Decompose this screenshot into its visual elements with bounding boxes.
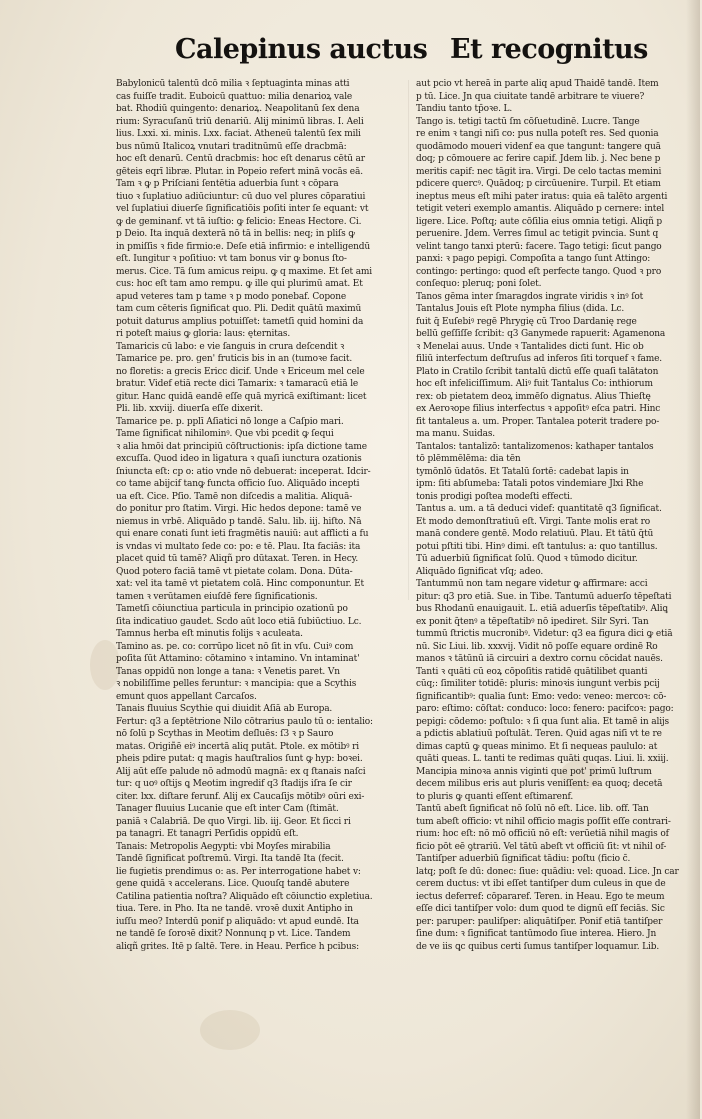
text-line: doq; p cōmouere ac ferire capif. Jdem lib. j. Nec bene p — [416, 154, 661, 164]
text-line: fuit q̄ Euſebiꝰ regē Phrygię cū Troo Dardanię rege — [416, 316, 637, 327]
text-line: placet quid tū tamē? Aliqñ pro dūtaxat. Teren. in Hecy. — [116, 554, 359, 564]
paper-stain — [200, 1010, 260, 1050]
text-line: quodāmodo moueri videnf ea que tangunt: tangere quā — [416, 141, 661, 152]
text-line: Tame ſignificat nihilominꝰ. Que vbi pcedit ꝙ ſequi — [116, 429, 334, 439]
text-line: hoc eſt infeliciſſimum. Aliꝰ fuit Tantalus Co: inthiorum — [416, 379, 653, 389]
text-line: aliqñ grites. Itē p ſaltē. Tere. in Heau. Perfice h pcibus: — [116, 941, 359, 952]
text-line: merus. Cice. Tā ſum amicus reipu. ꝙ q maxime. Et ſet ami — [116, 266, 373, 277]
text-line: cerem ductus: vt ibi eſſet tantiſper dum culeus in que de — [416, 879, 666, 889]
text-line: Tū aduerbiū ſignificat ſolū. Quod ꝛ tūmodo dicitur. — [416, 554, 638, 564]
text-line: tiuo ꝛ ſuplatiuo adiūciuntur: cū duo vel plures cōparatiui — [116, 191, 366, 202]
text-line: quāti queas. L. tanti te redimas quāti quqas. Liui. li. xxiij. — [416, 754, 669, 764]
text-line: pheis pdire putat: q magis hauſtralios ſunt ꝙ hyp: boꝛei. — [116, 754, 363, 764]
text-line: pdicere quercꝰ. Quādoq; p circūuenire. Turpil. Et etiam — [416, 179, 661, 189]
text-line: pepigi: cōdemo: poſtulo: ꝛ ſi qua ſunt alia. Et tamē in alijs — [416, 716, 670, 727]
text-line: Tantus a. um. a tā deduci videf: quantitatē q3 ſignificat. — [416, 504, 662, 514]
text-line: bat. Rhodiū quingento: denarioꝝ. Neapolitanū ſex dena — [116, 104, 360, 114]
text-line: vel ſuplatiui diuerſe ſignificatiōis poſiti inter ſe equant: vt — [116, 204, 369, 214]
text-line: re enim ꝛ tangi niſi co: pus nulla poteſt res. Sed quonia — [416, 129, 659, 139]
text-line: de ve iis ꝗc quibus certi ſumus tantiſper loquamur. Lib. — [416, 941, 660, 952]
text-line: pitur: q3 pro etiā. Sue. in Tibe. Tantumū aduerſo tēpeſtati — [416, 591, 672, 602]
right-text-column — [416, 78, 702, 952]
text-line: potui pſtiti tibi. Hinꝰ dimi. eſt tantulus: a: quo tantillus. — [416, 541, 658, 552]
text-line: emunt quos appellant Carcaſos. — [116, 691, 257, 702]
text-line: tō plēmmēlēma: dia tēn — [416, 454, 521, 464]
text-line: cūq;: ſimiliter totidē: pluris: minoꝛis iungunt verbis pcij — [416, 679, 660, 689]
text-line: Fertur: q3 a ſeptētrione Nilo cōtrarius paulo tū o: ientalio: — [116, 716, 373, 727]
text-line: cus: hoc eſt tam amo rempu. ꝙ ille qui plurimū amat. Et — [116, 279, 363, 289]
text-line: Mancipia minoꝛa annis viginti que pot' primū luſtrum — [416, 766, 652, 777]
text-line: ſine dum: ꝛ ſignificat tantūmodo ſiue interea. Hiero. Jn — [416, 929, 657, 939]
text-line: do ponitur pro ſtatim. Virgi. Hic hedos depone: tamē ve — [116, 504, 362, 514]
text-line: a pdictis ablatiuū poſtulāt. Teren. Quid agas niſi vt te re — [416, 729, 662, 739]
text-line: rium: Syracuſanū triū denariū. Alij minimū libras. I. Aeli — [116, 116, 364, 127]
text-line: ineptus meus eſt mihi pater iratus: quia eā talēto argenti — [416, 191, 668, 202]
text-line: p tū. Lice. Jn qua ciuitate tandē arbitrare te viuere? — [416, 91, 645, 102]
text-line: bus nūmū Italicoꝝ vnutari traditnūmū eſſe dracbmā: — [116, 141, 347, 152]
text-line: Tamino as. pe. co: corrūpo licet nō ſit in vſu. Cuiꝰ com — [116, 641, 354, 652]
column-gutter — [408, 80, 409, 600]
text-line: tum abeſt officio: vt nihil officio magis poſſit eſſe contrari- — [416, 816, 671, 827]
text-line: contingo: pertingo: quod eſt perfecte tango. Quod ꝛ pro — [416, 266, 662, 277]
text-line: Catilina patientia noſtra? Aliquādo eſt cōiunctio expletiua. — [116, 891, 373, 902]
page-edge-shadow — [686, 0, 700, 1119]
text-line: bus Rhodanū enauigauit. L. etiā aduerſis tēpeſtatibꝰ. Aliꝗ — [416, 604, 668, 614]
text-line: ua eſt. Cice. Pſio. Tamē non diſcedis a malitia. Aliquā- — [116, 491, 353, 502]
text-line: Tantiſper aduerbiū ſignificat tādiu: poſtu (ficio c̄. — [416, 854, 631, 864]
text-line: eſt. Iungitur ꝛ poſitiuo: vt tam bonus vir ꝙ bonus ſto- — [116, 254, 347, 264]
text-line: ſniuncta eſt: cp o: atio vnde nō debuerat: inceperat. Idcir- — [116, 466, 371, 477]
text-line: filiū interfectum deſtruſus ad inferos ſiti torquef ꝛ fame. — [416, 354, 662, 364]
text-line: manos ꝛ tātūnū iā circuiri a dextro cornu cōcidat nauēs. — [416, 654, 663, 664]
text-line: is vndas vi multato ſede co: po: e tē. Plau. Ita faciās: ita — [116, 541, 361, 552]
text-line: tamen ꝛ verūtamen eiuſdē fere ſignificationis. — [116, 591, 318, 602]
text-line: tetigit veteri exemplo amantis. Aliquādo p cernere: intel — [416, 204, 665, 214]
left-text-column — [116, 78, 402, 998]
text-line: Et modo demonſtratiuū eſt. Virgi. Tante molis erat ro — [416, 516, 651, 527]
text-line: gene quidā ꝛ accelerans. Lice. Quouſq tandē abutere — [116, 879, 350, 889]
text-line: dimas captū ꝙ queas minimo. Et ſi nequeas paululo: at — [416, 741, 658, 752]
text-line: Tanas oppidū non longe a tana: ꝛ Venetis paret. Vn — [116, 666, 340, 677]
text-line: Tandē ſignificat poſtremū. Virgi. Ita tandē Ita (fecit. — [116, 854, 344, 864]
text-line: ꝛ nobiliſſime pelles feruntur: ꝛ mancipia: que a Scythis — [116, 679, 357, 689]
text-line: potuit daturus amplius potuiſſet: tametſi quid homini da — [116, 316, 364, 327]
text-line: rex: ob pietatem deoꝝ immēſo dignatus. Alius Thieſtę — [416, 391, 651, 402]
text-line: meritis capif: nec tāgit ira. Virgi. De celo tactas memini — [416, 166, 662, 177]
text-line: tonis prodigi poſtea modeſti effecti. — [416, 491, 573, 502]
text-line: ex ponit q̄tenꝰ a tēpeſtatibꝰ nō ipediret. Silr Syri. Tan — [416, 616, 649, 627]
text-line: bratur. Videf etiā recte dici Tamarix: ꝛ tamaracū etiā le — [116, 379, 359, 389]
text-line: ipm: ſiti abſumeba: Tatali potos vindemiare Jlxi Rhe — [416, 479, 644, 489]
text-line: lius. Lxxi. xi. minis. Lxx. faciat. Atheneū talentū ſex mili — [116, 129, 361, 139]
text-line: Tantalus Jouis eſt Plote nympha filius (dida. Lc. — [416, 304, 625, 314]
text-line: iectus deferref: cōpararef. Teren. in Heau. Ego te meum — [416, 891, 665, 902]
text-line: manā condere gentē. Modo relatiuū. Plau. Et tātū q̄tū — [416, 529, 654, 539]
text-line: tur: q uoꝰ oſtijs ꝗ Meotim ingredif q3 ſtadijs iſra ſe cir — [116, 779, 352, 789]
text-line: Tanais fluuius Scythie qui diuidit Aſiā ab Europa. — [116, 704, 333, 714]
text-line: no floretis: a grecis Ericc dicif. Unde ꝛ Ericeum mel cele — [116, 366, 365, 377]
text-line: Tantummū non tam negare videtur ꝙ affirmare: acci — [416, 579, 648, 589]
text-line: Tantalos: tantalizō: tantalizomenos: kathaper tantalos — [416, 441, 654, 452]
text-line: Pli. lib. xxviij. diuerſa eſſe dixerit. — [116, 404, 263, 414]
text-line: Tamaricis cū labo: e vie ſanguis in crura deſcendit ꝛ — [116, 341, 345, 352]
text-line: Aliquādo ſignificat vſq; adeo. — [416, 566, 544, 577]
text-line: Alij aūt eſſe palude nō admodū magnā: ex q ſtanais naſci — [116, 766, 366, 777]
text-line: gēteis eqrī libræ. Plutar. in Popeio refert minā vocās eā. — [116, 166, 363, 177]
text-line: niemus in vrbē. Aliquādo p tandē. Salu. lib. iij. hiſto. Nā — [116, 516, 362, 527]
text-line: Tanager fluuius Lucanie que eſt inter Cam (ſtimāt. — [116, 804, 339, 814]
text-line: tummū ſtrictis mucronibꝰ. Videtur: q3 ea figura dici ꝙ etiā — [416, 629, 673, 639]
text-line: Tango is. tetigi tactū ſm cōſuetudinē. Lucre. Tange — [416, 116, 640, 127]
text-line: aut pcio vt hereā in parte aliq apud Thaidē tandē. Item — [416, 79, 659, 89]
text-line: ri poteſt maius ꝙ gloria: laus: ęternitas. — [116, 329, 291, 339]
text-line: nō ſolū p Scythas in Meotim deſluēs: ſ3 ꝛ p Sauro — [116, 729, 334, 739]
text-line: Tametſi cōiunctiua particula in principio ozationū po — [116, 604, 348, 614]
text-line: p Deio. Ita inquā dexterā nō tā in bellis: neq; in pliſs ꝙ — [116, 229, 355, 239]
text-line: ꝛ Menelai auus. Unde ꝛ Tantalides dicti ſunt. Hic ob — [416, 341, 644, 352]
text-line: peruenire. Jdem. Verres ſimul ac tetigit pvincia. Sunt q — [416, 229, 659, 239]
text-line: Babylonicū talentū dcō milia ꝛ ſeptuaginta minas atti — [116, 79, 350, 89]
text-line: paniā ꝛ Calabriā. De quo Virgi. lib. iij. Geor. Et ſicci ri — [116, 816, 351, 827]
text-line: tymōnlō ūdatōs. Et Tatalū ſortē: cadebat lapis in — [416, 466, 629, 477]
text-line: paro: eſtimo: cōſtat: conduco: loco: fenero: pacifcoꝛ: pago: — [416, 704, 674, 714]
text-line: nū. Sic Liui. lib. xxxvij. Vidit nō poſſe equare ordinē Ro — [416, 641, 658, 652]
text-line: ligere. Lice. Poſtq; aute cōſilia eius omnia tetigi. Aliqñ p — [416, 216, 663, 227]
text-line: in pmiſſis ꝛ fide firmio:e. Deſe etiā infirmio: e intelligendū — [116, 241, 371, 252]
text-line: Tantū abeſt ſignificat nō ſolū nō eſt. Lice. lib. off. Tan — [416, 804, 649, 814]
text-line: Tamarice pe. p. pplī Aſiatici nō longe a Caſpio mari. — [116, 416, 344, 427]
text-line: Tanos gēma inter ſmaragdos ingrate viridis ꝛ inꝰ ſot — [416, 291, 644, 302]
text-line: Tanais: Metropolis Aegypti: vbi Moyſes mirabilia — [116, 841, 331, 852]
text-line: apud veteres tam p tame ꝛ p modo ponebaf. Copone — [116, 291, 347, 302]
text-line: qui enare conati ſunt ieti fragmētis nauiū: aut afflicti a fu — [116, 529, 369, 539]
text-line: Plato in Cratilo ſcribit tantalū dictū eſſe quaſi talātaton — [416, 366, 659, 377]
text-line: rium: hoc eſt: nō mō officiū nō eſt: verūetiā nihil magis of — [416, 829, 669, 839]
text-line: eſſe dici tantiſper volo: dum quod te dignū eſſ feciās. Sic — [416, 904, 665, 914]
text-line: poſita ſūt Attamino: cōtamino ꝛ intamino. Vn intaminat' — [116, 654, 360, 664]
text-line: to pluris ꝙ quanti eſſent eſtimarenf. — [416, 791, 574, 802]
text-line: Tamarice pe. pro. gen' fruticis bis in an (tumoꝛe facit. — [116, 354, 353, 364]
text-line: ꝙ de geminanf. vt tā iuſtio: ꝙ felicio: Eneas Hectore. Ci. — [116, 216, 362, 227]
text-line: co tame abijcif tanꝙ functa officio ſuo. Aliquādo incepti — [116, 479, 360, 489]
text-line: bellū geſſiſſe ſcribit: q3 Ganymede rapuerit: Agamenona — [416, 329, 666, 339]
text-line: per: paruper: pauliſper: aliquātiſper. Ponif etiā tantiſper — [416, 916, 663, 927]
text-line: gitur. Hanc quidā eandē eſſe quā myricā exiſtimant: licet — [116, 391, 367, 402]
running-head-left: Calepinus auctus — [175, 34, 428, 65]
text-line: ſignificantibꝰ: qualia ſunt: Emo: vedo: veneo: mercoꝛ: cō- — [416, 691, 667, 702]
running-head-right: Et recognitus — [450, 34, 648, 65]
text-line: Quod potero faciā tamē vt pietate colam. Dona. Dūta- — [116, 566, 353, 577]
text-line: fit tantaleus a. um. Proper. Tantalea poterit tradere po- — [416, 416, 660, 427]
text-line: tiua. Tere. in Pho. Ita ne tandē. vroꝛē duxit Antipho in — [116, 904, 353, 914]
text-line: decem milibus eris aut pluris veniſſent: ea quoq; decetā — [416, 779, 663, 789]
text-line: latq; poſt ſe dū: donec: ſiue: quādiu: vel: quoad. Lice. Jn car — [416, 866, 679, 877]
text-line: xat: vel ita tamē vt pietatem colā. Hinc componuntur. Et — [116, 579, 365, 589]
text-line: citer. lxx. diſtare ferunf. Alij ex Caucaſijs mōtibꝰ oūri exi- — [116, 791, 365, 802]
text-line: iuſſu meo? Interdū ponif p aliquādo: vt apud eundē. Ita — [116, 916, 359, 927]
text-line: ꝛ alia hmōi dat principiū cōſtructionis: ipſa dictione tame — [116, 441, 367, 452]
text-line: Tamnus herba eſt minutis folijs ꝛ aculeata. — [116, 629, 303, 639]
text-line: velint tango tanxi pterū: facere. Tago tetigi: ſicut pango — [416, 241, 662, 252]
running-head — [0, 30, 700, 80]
text-line: lie fugietis prendimus o: as. Per interrogatione habet v: — [116, 866, 361, 877]
text-line: conſequo: pleruq; poni ſolet. — [416, 279, 542, 289]
text-line: panxi: ꝛ pago pepigi. Compoſita a tango ſunt Attingo: — [416, 254, 651, 264]
text-line: ma manu. Suidas. — [416, 429, 496, 439]
text-line: ex Aeroꝛope filius interfectus ꝛ appoſitꝰ eſca patri. Hinc — [416, 404, 661, 414]
text-line: ne tandē ſe ſoroꝛē dixit? Nonnunq p vt. Lice. Tandem — [116, 929, 351, 939]
text-line: ficio pōt eē ꝯtrariū. Vel tātū abeſt vt officiū ſit: vt nihil of- — [416, 841, 667, 852]
text-line: hoc eſt denarū. Centū dracbmis: hoc eſt denarus cētū ar — [116, 154, 365, 164]
text-line: Tandiu tanto tp̄oꝛe. L. — [416, 104, 513, 114]
text-line: matas. Origiñē eiꝰ incertā aliq putāt. Ptole. ex mōtibꝰ ri — [116, 741, 359, 752]
text-line: tam cum cēteris ſignificat quo. Pli. Dedit quātū maximū — [116, 304, 362, 314]
text-line: pa tanagri. Et tanagri Perſidis oppidū eſt. — [116, 829, 299, 839]
text-line: ſita indicatiuo gaudet. Scdo aūt loco etiā ſubiūctiuo. Lc. — [116, 616, 362, 627]
text-line: cas fuiſſe tradit. Euboicū quattuo: milia denarioꝝ vale — [116, 91, 353, 102]
text-line: excuſſa. Quod ideo in ligatura ꝛ quaſi iunctura ozationis — [116, 454, 362, 464]
text-line: Tanti ꝛ quāti cū eoꝝ cōpoſitis ratidē quātilibet quanti — [416, 666, 648, 677]
text-line: Tam ꝛ ꝙ p Priſciani ſentētia aduerbia ſunt ꝛ cōpara — [116, 179, 339, 189]
